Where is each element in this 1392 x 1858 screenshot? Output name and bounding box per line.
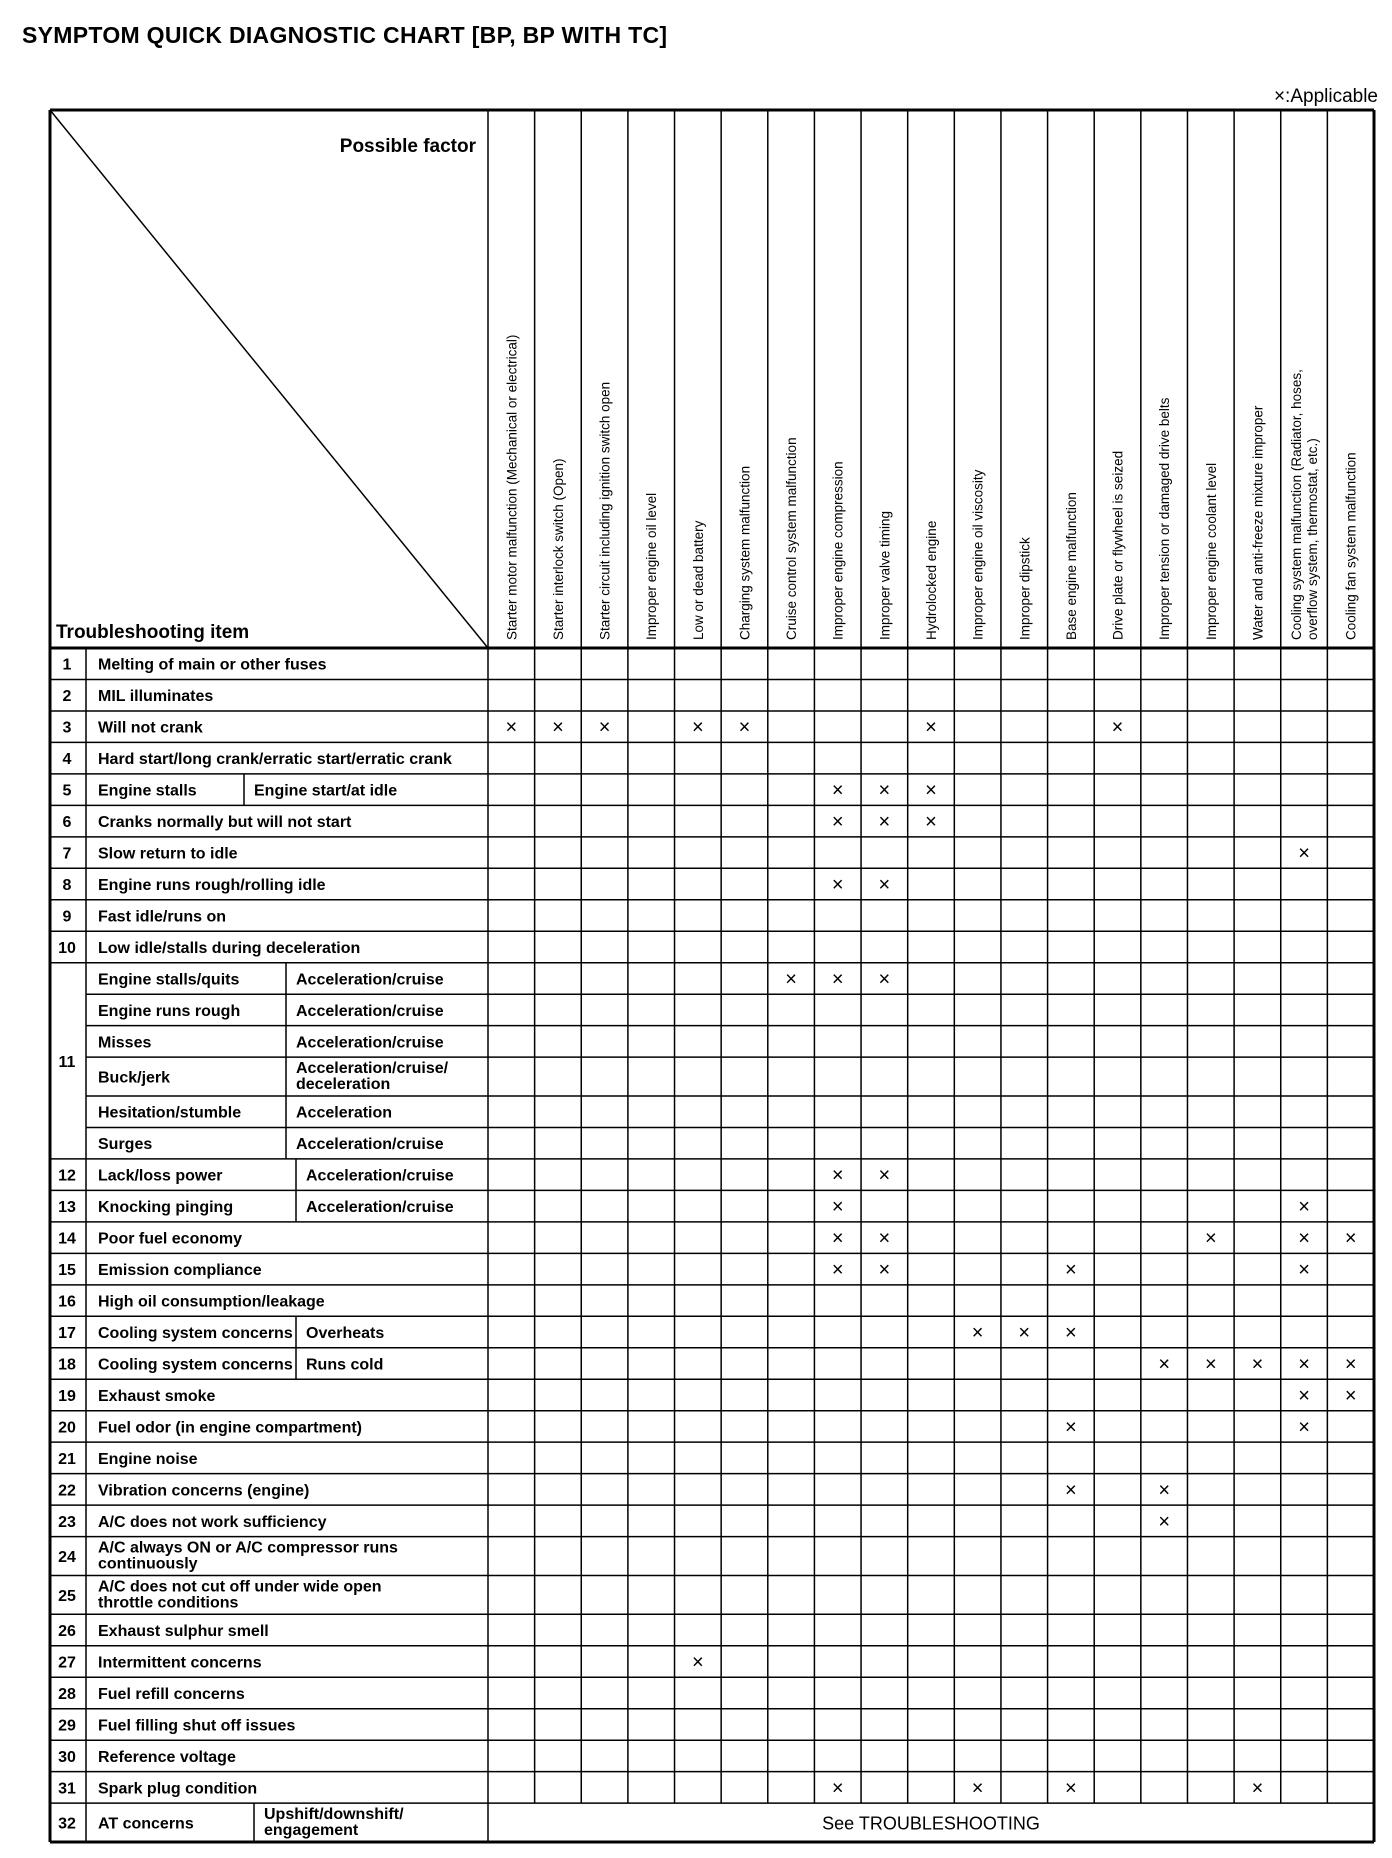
symptom-label: Spark plug condition bbox=[98, 1780, 258, 1798]
applicable-mark: × bbox=[831, 1227, 844, 1250]
applicable-mark: × bbox=[598, 716, 611, 739]
row-number: 25 bbox=[58, 1587, 76, 1605]
applicable-mark: × bbox=[1298, 1384, 1310, 1407]
page-title: SYMPTOM QUICK DIAGNOSTIC CHART [BP, BP WITH TC] bbox=[22, 22, 668, 48]
symptom-label: Emission compliance bbox=[98, 1262, 262, 1280]
row-number: 17 bbox=[58, 1325, 76, 1343]
symptom-label: Misses bbox=[98, 1034, 152, 1052]
applicable-mark: × bbox=[691, 1651, 704, 1674]
applicable-mark: × bbox=[971, 1322, 984, 1345]
symptom-label: Exhaust smoke bbox=[98, 1387, 216, 1405]
applicable-mark: × bbox=[1298, 1353, 1310, 1376]
factor-label: Improper engine oil viscosity bbox=[970, 469, 986, 640]
condition-label: Engine start/at idle bbox=[254, 782, 398, 800]
applicable-mark: × bbox=[971, 1777, 984, 1800]
factor-label: Cooling system malfunction (Radiator, hoses, bbox=[1289, 369, 1305, 640]
symptom-label: A/C does not work sufficiency bbox=[98, 1513, 327, 1531]
row-number: 7 bbox=[62, 845, 72, 863]
applicable-mark: × bbox=[785, 968, 797, 991]
applicable-mark: × bbox=[1158, 1479, 1171, 1502]
factor-label: overflow system, thermostat, etc.) bbox=[1305, 438, 1321, 640]
row-number: 13 bbox=[58, 1199, 76, 1217]
header-diagonal bbox=[50, 110, 488, 648]
applicable-mark: × bbox=[831, 1777, 844, 1800]
row-number: 16 bbox=[58, 1293, 76, 1311]
condition-label: Overheats bbox=[306, 1325, 385, 1343]
row-number: 4 bbox=[62, 751, 72, 769]
factor-label: Base engine malfunction bbox=[1063, 492, 1079, 640]
row-number: 14 bbox=[58, 1230, 76, 1248]
applicable-mark: × bbox=[878, 968, 891, 991]
factor-label: Starter circuit including ignition switch open bbox=[597, 381, 613, 640]
applicable-mark: × bbox=[925, 779, 937, 802]
row-number: 9 bbox=[62, 908, 72, 926]
symptom-label: Lack/loss power bbox=[98, 1167, 223, 1185]
symptom-label: Engine runs rough bbox=[98, 1002, 241, 1020]
row-number: 23 bbox=[58, 1513, 76, 1531]
symptom-label: Cooling system concerns bbox=[98, 1356, 293, 1374]
symptom-label: Slow return to idle bbox=[98, 845, 238, 863]
condition-label: Upshift/downshift/ bbox=[264, 1806, 404, 1824]
condition-label: Acceleration/cruise/ bbox=[296, 1060, 449, 1078]
symptom-label: AT concerns bbox=[98, 1815, 194, 1833]
symptom-label: Surges bbox=[98, 1136, 153, 1154]
symptom-label: Fuel odor (in engine compartment) bbox=[98, 1419, 363, 1437]
applicable-mark: × bbox=[925, 716, 937, 739]
symptom-label: A/C does not cut off under wide open bbox=[98, 1578, 382, 1596]
symptom-label: Engine noise bbox=[98, 1450, 198, 1468]
symptom-label: Buck/jerk bbox=[98, 1069, 171, 1087]
applicable-mark: × bbox=[831, 874, 844, 897]
symptom-label: Fast idle/runs on bbox=[98, 908, 227, 926]
factor-label: Improper engine coolant level bbox=[1203, 462, 1219, 640]
applicable-mark: × bbox=[1344, 1384, 1357, 1407]
symptom-label: continuously bbox=[98, 1555, 198, 1573]
symptom-label: Cranks normally but will not start bbox=[98, 814, 352, 832]
symptom-label: Fuel refill concerns bbox=[98, 1685, 245, 1703]
factor-label: Low or dead battery bbox=[690, 520, 706, 640]
applicable-mark: × bbox=[831, 1259, 844, 1282]
condition-label: Acceleration/cruise bbox=[296, 1002, 444, 1020]
applicable-mark: × bbox=[878, 1227, 891, 1250]
symptom-label: Fuel filling shut off issues bbox=[98, 1717, 296, 1735]
symptom-label: Cooling system concerns bbox=[98, 1325, 293, 1343]
condition-label: Acceleration/cruise bbox=[306, 1199, 454, 1217]
symptom-label: Melting of main or other fuses bbox=[98, 656, 327, 674]
factor-label: Cruise control system malfunction bbox=[784, 437, 800, 640]
row-number: 6 bbox=[62, 814, 72, 832]
factor-label: Cooling fan system malfunction bbox=[1343, 452, 1359, 640]
applicable-mark: × bbox=[1158, 1510, 1171, 1533]
applicable-mark: × bbox=[1065, 1479, 1077, 1502]
condition-label: Acceleration/cruise bbox=[296, 1034, 444, 1052]
row-number: 10 bbox=[58, 939, 76, 957]
applicable-mark: × bbox=[1065, 1416, 1077, 1439]
symptom-label: throttle conditions bbox=[98, 1594, 239, 1612]
symptom-label: A/C always ON or A/C compressor runs bbox=[98, 1539, 398, 1557]
symptom-label: Engine stalls bbox=[98, 782, 197, 800]
condition-label: Runs cold bbox=[306, 1356, 384, 1374]
symptom-label: Vibration concerns (engine) bbox=[98, 1482, 310, 1500]
symptom-label: MIL illuminates bbox=[98, 688, 214, 706]
header-troubleshooting-item: Troubleshooting item bbox=[56, 622, 250, 643]
row-number: 3 bbox=[62, 719, 72, 737]
factor-label: Improper valve timing bbox=[877, 510, 893, 640]
row-number: 8 bbox=[62, 877, 72, 895]
symptom-label: High oil consumption/leakage bbox=[98, 1293, 325, 1311]
applicable-mark: × bbox=[1298, 1196, 1310, 1219]
applicable-mark: × bbox=[505, 716, 518, 739]
applicable-mark: × bbox=[878, 1259, 891, 1282]
symptom-label: Engine runs rough/rolling idle bbox=[98, 877, 326, 895]
applicable-mark: × bbox=[1018, 1322, 1031, 1345]
applicable-mark: × bbox=[1298, 1227, 1310, 1250]
applicable-mark: × bbox=[1111, 716, 1124, 739]
condition-label: Acceleration/cruise bbox=[296, 971, 444, 989]
applicable-mark: × bbox=[552, 716, 564, 739]
factor-label: Water and anti-freeze mixture improper bbox=[1250, 405, 1266, 640]
row-number: 15 bbox=[58, 1262, 76, 1280]
row-number: 32 bbox=[58, 1815, 76, 1833]
factor-label: Drive plate or flywheel is seized bbox=[1110, 450, 1126, 640]
condition-label: Acceleration bbox=[296, 1104, 393, 1122]
row-number: 27 bbox=[58, 1654, 76, 1672]
applicable-mark: × bbox=[691, 716, 704, 739]
symptom-label: Low idle/stalls during deceleration bbox=[98, 939, 361, 957]
condition-label: Acceleration/cruise bbox=[306, 1167, 454, 1185]
header-possible-factor: Possible factor bbox=[339, 136, 476, 157]
applicable-mark: × bbox=[1251, 1777, 1264, 1800]
applicable-mark: × bbox=[1158, 1353, 1171, 1376]
factor-label: Improper dipstick bbox=[1017, 537, 1033, 640]
applicable-mark: × bbox=[831, 779, 844, 802]
symptom-label: Poor fuel economy bbox=[98, 1230, 243, 1248]
row-number: 24 bbox=[58, 1549, 76, 1567]
symptom-label: Engine stalls/quits bbox=[98, 971, 240, 989]
factor-label: Starter motor malfunction (Mechanical or electrical) bbox=[504, 334, 520, 640]
factor-label: Starter interlock switch (Open) bbox=[550, 458, 566, 640]
row-number: 22 bbox=[58, 1482, 76, 1500]
diagnostic-chart bbox=[48, 108, 1376, 1844]
applicable-mark: × bbox=[1204, 1227, 1217, 1250]
row-number: 30 bbox=[58, 1748, 76, 1766]
applicable-mark: × bbox=[1065, 1259, 1077, 1282]
row-number: 12 bbox=[58, 1167, 76, 1185]
applicable-mark: × bbox=[1298, 1259, 1310, 1282]
applicable-mark: × bbox=[831, 968, 844, 991]
applicable-mark: × bbox=[738, 716, 751, 739]
symptom-label: Intermittent concerns bbox=[98, 1654, 262, 1672]
factor-label: Hydrolocked engine bbox=[924, 520, 939, 640]
symptom-label: Will not crank bbox=[98, 719, 203, 737]
symptom-label: Knocking pinging bbox=[98, 1199, 234, 1217]
applicable-mark: × bbox=[1204, 1353, 1217, 1376]
applicable-mark: × bbox=[878, 779, 891, 802]
applicable-mark: × bbox=[1065, 1777, 1077, 1800]
factor-label: Charging system malfunction bbox=[737, 465, 753, 640]
applicable-mark: × bbox=[1065, 1322, 1077, 1345]
symptom-label: Hard start/long crank/erratic start/erratic crank bbox=[98, 751, 452, 769]
applicable-mark: × bbox=[1251, 1353, 1264, 1376]
row-number: 18 bbox=[58, 1356, 76, 1374]
applicable-mark: × bbox=[1344, 1227, 1357, 1250]
condition-label: engagement bbox=[264, 1822, 359, 1840]
see-troubleshooting-note: See TROUBLESHOOTING bbox=[822, 1813, 1040, 1834]
applicable-mark: × bbox=[878, 1164, 891, 1187]
symptom-label: Exhaust sulphur smell bbox=[98, 1623, 269, 1641]
row-number: 31 bbox=[58, 1780, 76, 1798]
row-number: 2 bbox=[62, 688, 72, 706]
symptom-label: Reference voltage bbox=[98, 1748, 236, 1766]
applicable-mark: × bbox=[1298, 842, 1310, 865]
symptom-label: Hesitation/stumble bbox=[98, 1104, 242, 1122]
applicable-mark: × bbox=[925, 811, 937, 834]
row-number: 26 bbox=[58, 1623, 76, 1641]
row-number: 20 bbox=[58, 1419, 76, 1437]
applicable-mark: × bbox=[1344, 1353, 1357, 1376]
factor-label: Improper engine oil level bbox=[644, 492, 660, 640]
row-number: 21 bbox=[58, 1450, 76, 1468]
applicable-mark: × bbox=[831, 1196, 844, 1219]
applicable-mark: × bbox=[831, 1164, 844, 1187]
legend-applicable: ×:Applicable bbox=[1273, 86, 1378, 107]
row-number: 11 bbox=[58, 1053, 76, 1071]
factor-label: Improper tension or damaged drive belts bbox=[1157, 397, 1173, 640]
factor-label: Improper engine compression bbox=[830, 461, 846, 640]
chart-text bbox=[56, 136, 1359, 1839]
condition-label: Acceleration/cruise bbox=[296, 1136, 444, 1154]
applicable-mark: × bbox=[831, 811, 844, 834]
row-number: 19 bbox=[58, 1387, 76, 1405]
row-number: 29 bbox=[58, 1717, 76, 1735]
row-number: 28 bbox=[58, 1685, 76, 1703]
applicable-mark: × bbox=[1298, 1416, 1310, 1439]
row-number: 1 bbox=[62, 656, 72, 674]
row-number: 5 bbox=[62, 782, 72, 800]
condition-label: deceleration bbox=[296, 1076, 391, 1094]
applicable-mark: × bbox=[878, 874, 891, 897]
applicable-mark: × bbox=[878, 811, 891, 834]
